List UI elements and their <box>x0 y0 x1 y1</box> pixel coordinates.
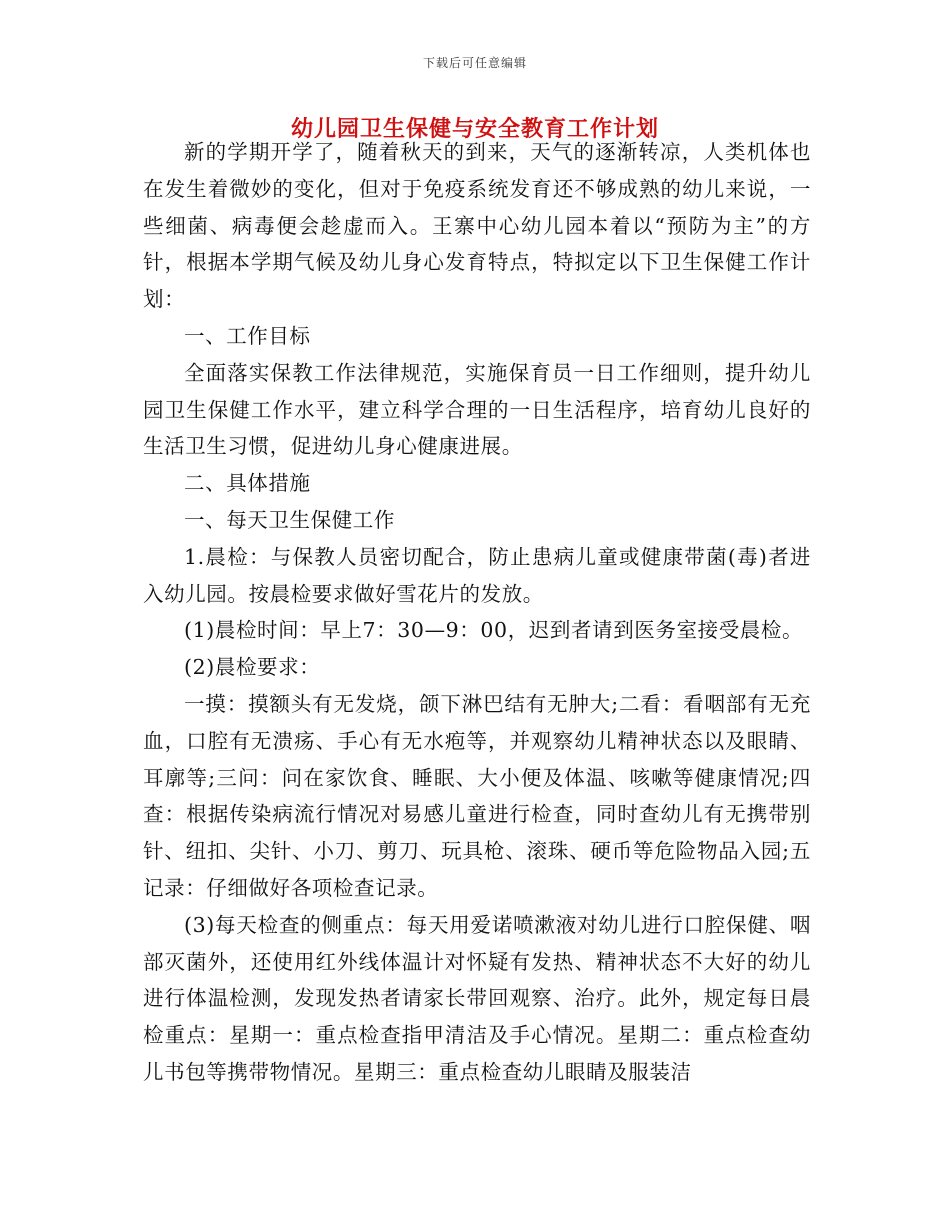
paragraph-check-requirements: 一摸：摸额头有无发烧，颌下淋巴结有无肿大;二看：看咽部有无充血，口腔有无溃疡、手心有无水疱等，并观察幼儿精神状态以及眼睛、耳廓等;三问：问在家饮食、睡眠、大小便及体温、咳嗽等健康情况;四查：根据传染病流行情况对易感儿童进行检查，同时查幼儿有无携带别针、纽扣、尖针、小刀、剪刀、玩具枪、滚珠、硬币等危险物品入园;五记录：仔细做好各项检查记录。 <box>143 691 811 900</box>
paragraph-daily-focus: (3)每天检查的侧重点：每天用爱诺喷漱液对幼儿进行口腔保健、咽部灭菌外，还使用红外线体温计对怀疑有发热、精神状态不大好的幼儿进行体温检测，发现发热者请家长带回观察、治疗。此外，规定每日晨检重点：星期一：重点检查指甲清洁及手心情况。星期二：重点检查幼儿书包等携带物情况。星期三：重点检查幼儿眼睛及服装洁 <box>143 912 811 1084</box>
header-note: 下载后可任意编辑 <box>422 56 527 70</box>
heading-specific-measures: 二、具体措施 <box>184 471 311 496</box>
paragraph-work-goal: 全面落实保教工作法律规范，实施保育员一日工作细则，提升幼儿园卫生保健工作水平，建立科学合理的一日生活程序，培育幼儿良好的生活卫生习惯，促进幼儿身心健康进展。 <box>143 360 811 459</box>
paragraph-check-requirements-heading: (2)晨检要求： <box>184 655 321 680</box>
paragraph-check-time: (1)晨检时间：早上7：30—9：00，迟到者请到医务室接受晨检。 <box>184 618 804 643</box>
document-body <box>143 134 811 1091</box>
paragraph-morning-check: 1.晨检：与保教人员密切配合，防止患病儿童或健康带菌(毒)者进入幼儿园。按晨检要求做好雪花片的发放。 <box>143 544 811 606</box>
paragraph-intro: 新的学期开学了，随着秋天的到来，天气的逐渐转凉，人类机体也在发生着微妙的变化，但对于免疫系统发育还不够成熟的幼儿来说，一些细菌、病毒便会趁虚而入。王寨中心幼儿园本着以“预防为主”的方针，根据本学期气候及幼儿身心发育特点，特拟定以下卫生保健工作计划： <box>143 140 811 312</box>
document-title: 幼儿园卫生保健与安全教育工作计划 <box>290 116 659 142</box>
heading-daily-work: 一、每天卫生保健工作 <box>184 507 395 532</box>
heading-work-goal: 一、工作目标 <box>184 323 311 348</box>
